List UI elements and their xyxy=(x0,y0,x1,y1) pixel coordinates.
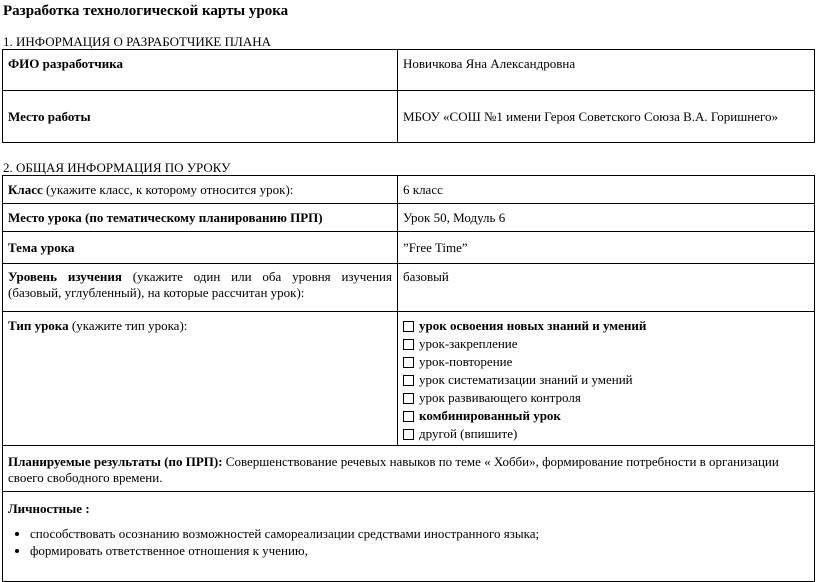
checkbox-icon[interactable] xyxy=(403,339,414,350)
study-level-hint: (укажите один или оба уровня изучения (базовый, углубленный), на которые рассчитан урок): xyxy=(8,269,392,300)
class-label: Класс xyxy=(8,182,43,197)
developer-name-label: ФИО разработчика xyxy=(3,50,398,91)
workplace-label: Место работы xyxy=(3,91,398,143)
table-row xyxy=(3,312,815,446)
checkbox-icon[interactable] xyxy=(403,321,414,332)
table-row xyxy=(3,232,815,264)
developer-name-value: Новичкова Яна Александровна xyxy=(398,50,815,91)
lesson-topic-value: ”Free Time” xyxy=(398,232,815,264)
table-row xyxy=(3,446,815,492)
section-1-heading: 1. ИНФОРМАЦИЯ О РАЗРАБОТЧИКЕ ПЛАНА xyxy=(3,34,271,49)
lesson-type-option[interactable]: комбинированный урок xyxy=(403,407,809,425)
personal-results-cell xyxy=(3,492,815,582)
lesson-type-option[interactable]: другой (впишите) xyxy=(403,425,809,443)
lesson-type-option[interactable]: урок развивающего контроля xyxy=(403,389,809,407)
checkbox-icon[interactable] xyxy=(403,411,414,422)
table-row xyxy=(3,176,815,204)
table-row xyxy=(3,204,815,232)
table-row xyxy=(3,264,815,312)
lesson-type-option[interactable]: урок-закрепление xyxy=(403,335,809,353)
lesson-topic-label: Тема урока xyxy=(3,232,398,264)
lesson-type-option[interactable]: урок систематизации знаний и умений xyxy=(403,371,809,389)
lesson-type-label-cell xyxy=(3,312,398,446)
study-level-label-cell xyxy=(3,264,398,312)
lesson-info-table xyxy=(2,175,815,582)
lesson-type-options xyxy=(398,312,815,446)
lesson-place-label: Место урока (по тематическому планированию ПРП) xyxy=(3,204,398,232)
personal-results-list xyxy=(8,525,809,559)
class-label-cell xyxy=(3,176,398,204)
lesson-type-label: Тип урока xyxy=(8,318,69,333)
study-level-value: базовый xyxy=(398,264,815,312)
table-row xyxy=(3,50,815,91)
developer-info-table xyxy=(2,49,815,143)
study-level-label: Уровень изучения xyxy=(8,269,122,284)
lesson-type-option[interactable]: урок-повторение xyxy=(403,353,809,371)
class-hint: (укажите класс, к которому относится урок): xyxy=(42,182,294,197)
lesson-type-hint: (укажите тип урока): xyxy=(68,318,188,333)
workplace-value: МБОУ «СОШ №1 имени Героя Советского Союза В.А. Горишнего» xyxy=(398,91,815,143)
section-2-heading: 2. ОБЩАЯ ИНФОРМАЦИЯ ПО УРОКУ xyxy=(3,160,231,175)
table-row xyxy=(3,492,815,582)
checkbox-icon[interactable] xyxy=(403,429,414,440)
lesson-type-option[interactable]: урок освоения новых знаний и умений xyxy=(403,317,809,335)
planned-results-label: Планируемые результаты (по ПРП): xyxy=(8,454,223,469)
checkbox-icon[interactable] xyxy=(403,375,414,386)
checkbox-icon[interactable] xyxy=(403,357,414,368)
table-row xyxy=(3,91,815,143)
list-item: • способствовать осознанию возможностей самореализации средствами иностранного языка; xyxy=(30,525,809,542)
class-value: 6 класс xyxy=(398,176,815,204)
planned-results-text: Совершенствование речевых навыков по теме « Хобби», формирование потребности в организации своего свободного времени. xyxy=(8,454,779,485)
planned-results-cell xyxy=(3,446,815,492)
checkbox-icon[interactable] xyxy=(403,393,414,404)
document-title: Разработка технологической карты урока xyxy=(3,3,289,19)
personal-results-label: Личностные : xyxy=(8,501,90,516)
lesson-place-value: Урок 50, Модуль 6 xyxy=(398,204,815,232)
list-item: • формировать ответственное отношения к учению, xyxy=(30,542,809,559)
